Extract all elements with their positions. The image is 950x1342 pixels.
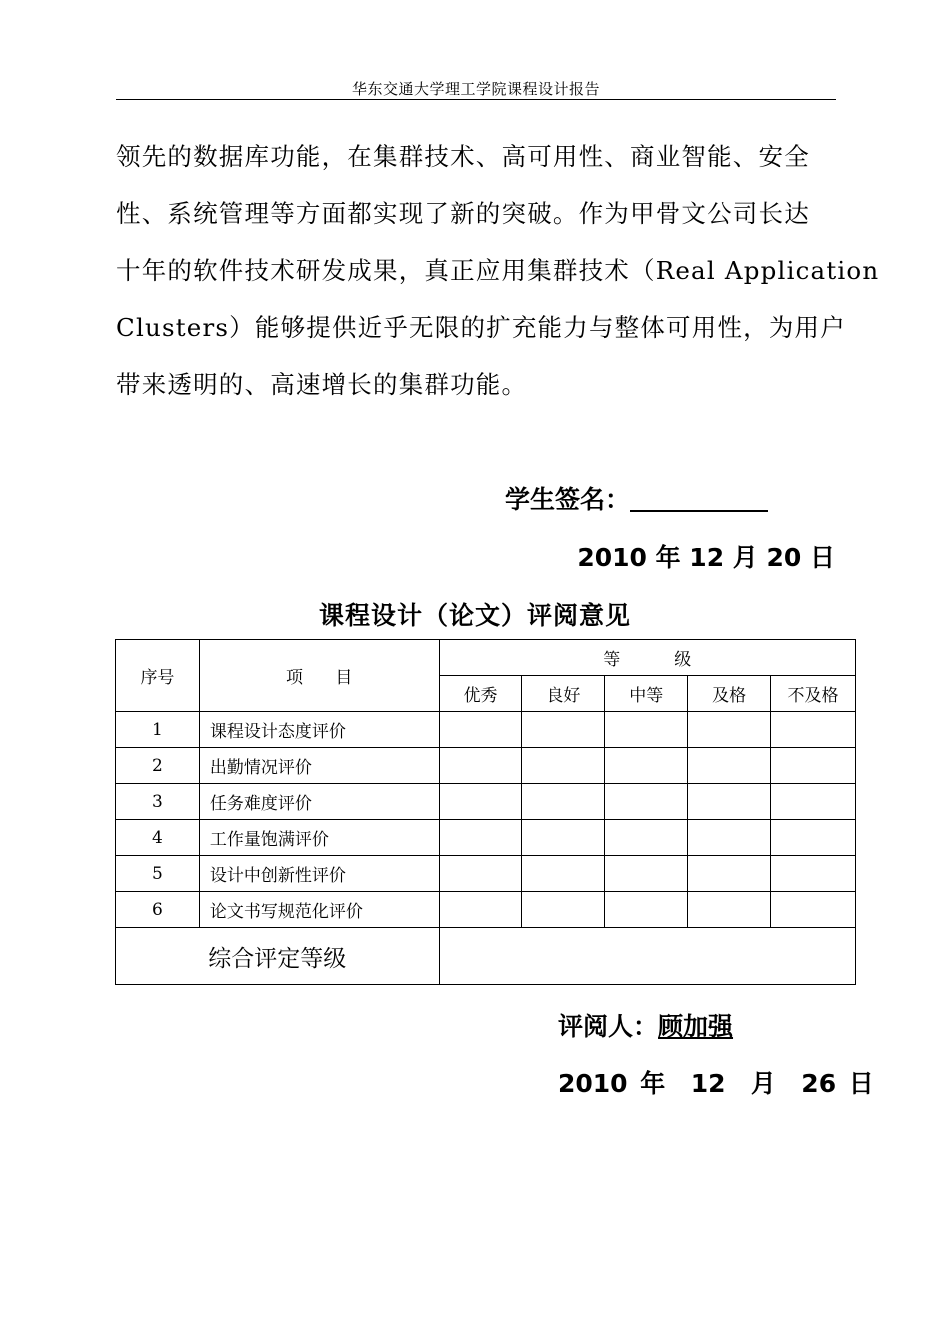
grade-cell[interactable] (688, 892, 771, 928)
grade-cell[interactable] (605, 820, 688, 856)
grade-excellent: 优秀 (439, 676, 522, 712)
grade-cell[interactable] (605, 712, 688, 748)
grade-cell[interactable] (522, 856, 605, 892)
header-divider (116, 99, 836, 100)
grade-cell[interactable] (439, 748, 522, 784)
grade-fail: 不及格 (771, 676, 856, 712)
student-signature (505, 480, 768, 516)
grade-good: 良好 (522, 676, 605, 712)
signature-label: 学生签名： (505, 485, 631, 514)
grade-cell[interactable] (771, 892, 856, 928)
grade-cell[interactable] (771, 784, 856, 820)
body-paragraph (116, 128, 880, 413)
grade-cell[interactable] (522, 892, 605, 928)
row-index: 2 (116, 748, 200, 784)
table-row (116, 892, 856, 928)
row-item: 任务难度评价 (199, 784, 439, 820)
grade-cell[interactable] (605, 784, 688, 820)
student-date: 2010 年 12 月 20 日 (577, 543, 835, 572)
body-line: 带来透明的、高速增长的集群功能。 (116, 370, 528, 399)
table-row (116, 748, 856, 784)
grade-cell[interactable] (522, 820, 605, 856)
review-date: 2010 年 12 月 26 日 (558, 1069, 874, 1098)
grade-cell[interactable] (605, 856, 688, 892)
summary-grade-cell[interactable] (439, 928, 855, 985)
grade-cell[interactable] (439, 784, 522, 820)
grade-cell[interactable] (688, 856, 771, 892)
table-row (116, 784, 856, 820)
grade-cell[interactable] (688, 748, 771, 784)
reviewer (558, 1007, 733, 1043)
col-header-grade: 等 级 (439, 640, 855, 676)
grade-cell[interactable] (771, 856, 856, 892)
grade-cell[interactable] (688, 820, 771, 856)
grade-cell[interactable] (771, 748, 856, 784)
body-line: 十年的软件技术研发成果，真正应用集群技术（Real Application (116, 256, 880, 285)
row-index: 6 (116, 892, 200, 928)
grade-medium: 中等 (605, 676, 688, 712)
grade-cell[interactable] (439, 712, 522, 748)
row-item: 课程设计态度评价 (199, 712, 439, 748)
body-line: Clusters）能够提供近乎无限的扩充能力与整体可用性，为用户 (116, 313, 846, 342)
reviewer-label: 评阅人： (558, 1012, 659, 1041)
page-header: 华东交通大学理工学院课程设计报告 (351, 80, 600, 98)
review-table (115, 639, 856, 985)
row-index: 5 (116, 856, 200, 892)
table-row (116, 712, 856, 748)
grade-cell[interactable] (522, 712, 605, 748)
grade-cell[interactable] (771, 820, 856, 856)
grade-cell[interactable] (771, 712, 856, 748)
grade-cell[interactable] (605, 892, 688, 928)
grade-pass: 及格 (688, 676, 771, 712)
review-title: 课程设计（论文）评阅意见 (318, 601, 631, 630)
row-index: 3 (116, 784, 200, 820)
row-item: 工作量饱满评价 (199, 820, 439, 856)
table-row (116, 820, 856, 856)
col-header-index: 序号 (116, 640, 200, 712)
summary-row (116, 928, 856, 985)
grade-cell[interactable] (522, 748, 605, 784)
row-index: 1 (116, 712, 200, 748)
grade-cell[interactable] (605, 748, 688, 784)
grade-cell[interactable] (522, 784, 605, 820)
grade-cell[interactable] (439, 856, 522, 892)
row-item: 设计中创新性评价 (199, 856, 439, 892)
row-item: 出勤情况评价 (199, 748, 439, 784)
col-header-item: 项 目 (199, 640, 439, 712)
grade-cell[interactable] (439, 892, 522, 928)
row-index: 4 (116, 820, 200, 856)
table-row (116, 856, 856, 892)
grade-cell[interactable] (439, 820, 522, 856)
grade-cell[interactable] (688, 784, 771, 820)
body-line: 领先的数据库功能，在集群技术、高可用性、商业智能、安全 (116, 142, 810, 171)
grade-cell[interactable] (688, 712, 771, 748)
reviewer-name: 顾加强 (658, 1012, 734, 1041)
body-line: 性、系统管理等方面都实现了新的突破。作为甲骨文公司长达 (116, 199, 810, 228)
signature-blank[interactable] (630, 484, 768, 512)
row-item: 论文书写规范化评价 (199, 892, 439, 928)
summary-label: 综合评定等级 (116, 928, 440, 985)
